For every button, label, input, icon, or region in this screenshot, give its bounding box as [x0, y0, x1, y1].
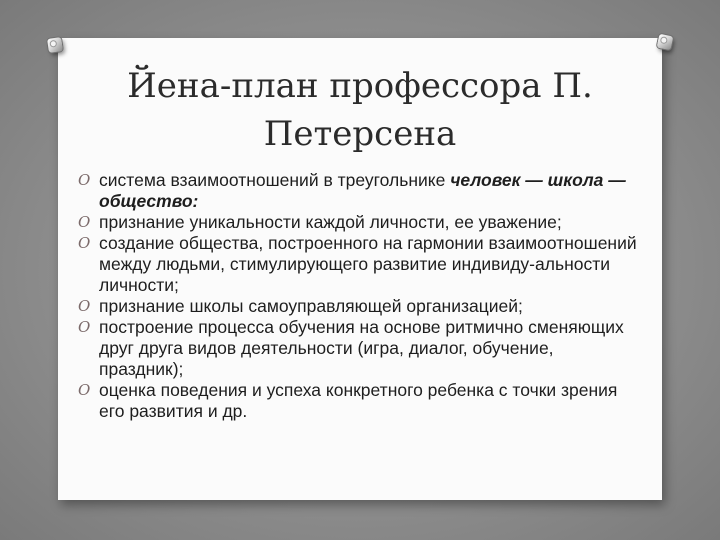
list-item: [78, 380, 638, 422]
bullet-marker-icon: O: [78, 318, 91, 336]
list-item: [78, 170, 638, 212]
list-item: [78, 233, 638, 296]
bullet-text: построение процесса обучения на основе ритмично сменяющих друг друга видов деятельности (игра, диалог, обучение, праздник);: [99, 317, 624, 379]
list-item: [78, 317, 638, 380]
bullet-text: оценка поведения и успеха конкретного ребенка с точки зрения его развития и др.: [99, 380, 618, 421]
bullet-emphasis: человек — школа — общество:: [99, 170, 626, 211]
bullet-marker-icon: O: [78, 234, 91, 252]
bullet-list: [78, 170, 638, 422]
bullet-text: признание уникальности каждой личности, ее уважение;: [99, 212, 562, 232]
bullet-text: создание общества, построенного на гармонии взаимоотношений между людьми, стимулирующего развитие индивиду-альности личности;: [99, 233, 637, 295]
title-line: Петерсена: [263, 114, 457, 154]
pushpin-icon: [657, 34, 674, 51]
bullet-marker-icon: O: [78, 297, 91, 315]
bullet-text: признание школы самоуправляющей организацией;: [99, 296, 523, 316]
bullet-text: система взаимоотношений в треугольнике: [99, 170, 451, 190]
bullet-marker-icon: O: [78, 171, 91, 189]
list-item: [78, 296, 638, 317]
bullet-marker-icon: O: [78, 213, 91, 231]
title-line: Йена-план профессора П.: [127, 66, 593, 106]
list-item: [78, 212, 638, 233]
pushpin-icon: [47, 37, 63, 53]
bullet-marker-icon: O: [78, 381, 91, 399]
slide-title: [60, 62, 660, 158]
